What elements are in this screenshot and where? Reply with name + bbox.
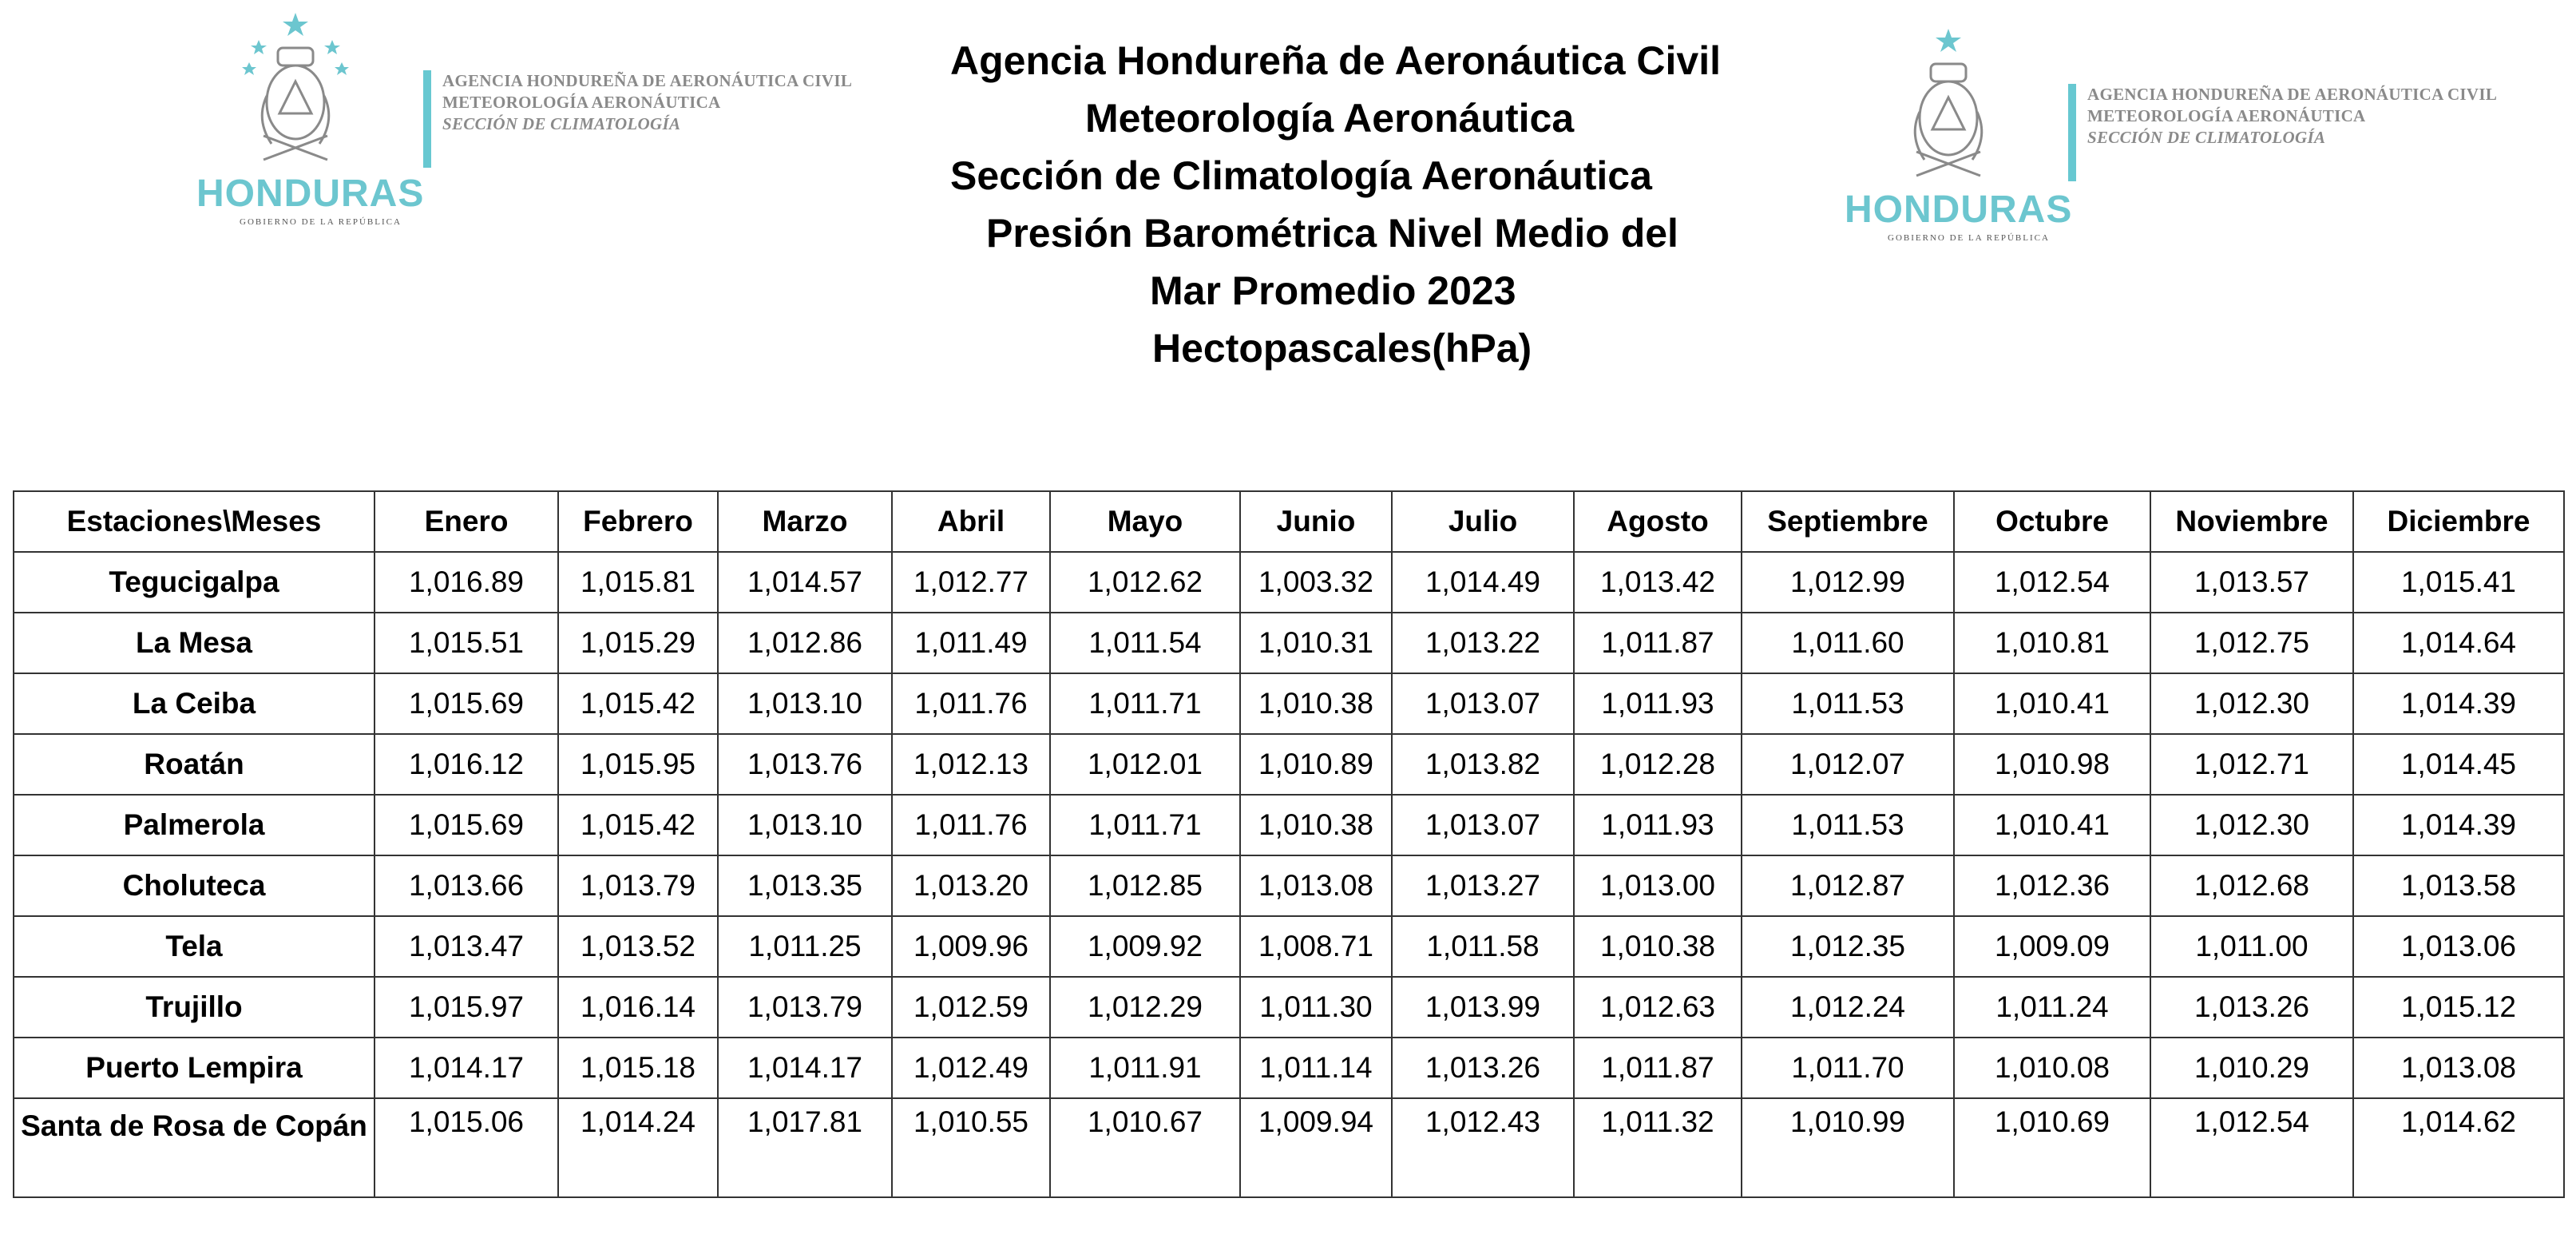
agency-text-block (2068, 84, 2497, 181)
document-title (870, 32, 1813, 377)
pressure-value: 1,011.54 (1050, 613, 1240, 673)
pressure-value: 1,013.82 (1392, 734, 1574, 795)
pressure-value: 1,014.17 (718, 1038, 892, 1098)
pressure-value: 1,016.89 (375, 552, 558, 613)
pressure-value: 1,008.71 (1240, 916, 1392, 977)
pressure-value: 1,012.07 (1742, 734, 1954, 795)
pressure-value: 1,011.71 (1050, 673, 1240, 734)
pressure-value: 1,014.39 (2353, 673, 2564, 734)
government-caption: GOBIERNO DE LA REPÚBLICA (240, 217, 402, 227)
title-line-5: Mar Promedio 2023 (1150, 268, 1516, 313)
pressure-value: 1,011.53 (1742, 795, 1954, 855)
station-name: Trujillo (14, 977, 375, 1038)
pressure-value: 1,013.79 (558, 855, 718, 916)
pressure-value: 1,011.60 (1742, 613, 1954, 673)
table-row (14, 855, 2564, 916)
pressure-value: 1,012.35 (1742, 916, 1954, 977)
pressure-value: 1,015.51 (375, 613, 558, 673)
pressure-value: 1,010.29 (2150, 1038, 2353, 1098)
pressure-value: 1,015.18 (558, 1038, 718, 1098)
pressure-value: 1,015.42 (558, 673, 718, 734)
pressure-value: 1,013.10 (718, 795, 892, 855)
agency-text-block (423, 70, 852, 168)
pressure-value: 1,009.96 (892, 916, 1050, 977)
pressure-value: 1,010.38 (1240, 673, 1392, 734)
pressure-value: 1,010.41 (1954, 795, 2150, 855)
table-row (14, 552, 2564, 613)
pressure-value: 1,011.49 (892, 613, 1050, 673)
table-row (14, 673, 2564, 734)
pressure-value: 1,012.86 (718, 613, 892, 673)
pressure-value: 1,013.35 (718, 855, 892, 916)
pressure-value: 1,012.43 (1392, 1098, 1574, 1197)
pressure-value: 1,012.30 (2150, 795, 2353, 855)
station-name: Palmerola (14, 795, 375, 855)
station-name: Tela (14, 916, 375, 977)
column-header: Abril (892, 491, 1050, 552)
table-row (14, 977, 2564, 1038)
pressure-value: 1,012.24 (1742, 977, 1954, 1038)
pressure-value: 1,011.87 (1574, 613, 1742, 673)
pressure-value: 1,013.07 (1392, 673, 1574, 734)
pressure-value: 1,011.71 (1050, 795, 1240, 855)
column-header: Septiembre (1742, 491, 1954, 552)
pressure-value: 1,014.45 (2353, 734, 2564, 795)
pressure-value: 1,011.76 (892, 673, 1050, 734)
coat-of-arms-icon (1837, 24, 2060, 192)
pressure-value: 1,013.08 (2353, 1038, 2564, 1098)
pressure-value: 1,011.32 (1574, 1098, 1742, 1197)
station-name: La Mesa (14, 613, 375, 673)
column-header: Octubre (1954, 491, 2150, 552)
station-name: Choluteca (14, 855, 375, 916)
table-header-row (14, 491, 2564, 552)
pressure-value: 1,015.29 (558, 613, 718, 673)
table-row (14, 795, 2564, 855)
pressure-value: 1,014.24 (558, 1098, 718, 1197)
pressure-value: 1,010.38 (1574, 916, 1742, 977)
pressure-value: 1,016.14 (558, 977, 718, 1038)
pressure-value: 1,013.20 (892, 855, 1050, 916)
pressure-value: 1,017.81 (718, 1098, 892, 1197)
pressure-value: 1,013.26 (1392, 1038, 1574, 1098)
pressure-value: 1,010.41 (1954, 673, 2150, 734)
pressure-value: 1,014.49 (1392, 552, 1574, 613)
pressure-value: 1,013.22 (1392, 613, 1574, 673)
pressure-value: 1,013.06 (2353, 916, 2564, 977)
pressure-value: 1,015.41 (2353, 552, 2564, 613)
column-header: Estaciones\Meses (14, 491, 375, 552)
pressure-value: 1,012.30 (2150, 673, 2353, 734)
agency-line-2: METEOROLOGÍA AERONÁUTICA (2087, 106, 2366, 125)
pressure-value: 1,012.75 (2150, 613, 2353, 673)
pressure-value: 1,012.59 (892, 977, 1050, 1038)
station-name: Puerto Lempira (14, 1038, 375, 1098)
agency-line-2: METEOROLOGÍA AERONÁUTICA (442, 93, 721, 112)
column-header: Julio (1392, 491, 1574, 552)
pressure-value: 1,015.12 (2353, 977, 2564, 1038)
pressure-value: 1,013.10 (718, 673, 892, 734)
agency-line-3: SECCIÓN DE CLIMATOLOGÍA (2087, 128, 2326, 147)
pressure-value: 1,011.93 (1574, 673, 1742, 734)
column-header: Febrero (558, 491, 718, 552)
pressure-value: 1,015.95 (558, 734, 718, 795)
station-name: Roatán (14, 734, 375, 795)
pressure-value: 1,013.58 (2353, 855, 2564, 916)
pressure-value: 1,012.85 (1050, 855, 1240, 916)
table-row (14, 734, 2564, 795)
pressure-value: 1,011.70 (1742, 1038, 1954, 1098)
station-name: Tegucigalpa (14, 552, 375, 613)
pressure-value: 1,014.62 (2353, 1098, 2564, 1197)
pressure-value: 1,012.49 (892, 1038, 1050, 1098)
title-line-4: Presión Barométrica Nivel Medio del (986, 211, 1678, 256)
station-name: Santa de Rosa de Copán (14, 1098, 375, 1197)
pressure-value: 1,010.08 (1954, 1038, 2150, 1098)
pressure-value: 1,013.66 (375, 855, 558, 916)
pressure-value: 1,015.06 (375, 1098, 558, 1197)
pressure-value: 1,012.01 (1050, 734, 1240, 795)
table-row (14, 916, 2564, 977)
title-line-2: Meteorología Aeronáutica (1085, 96, 1575, 141)
pressure-value: 1,011.87 (1574, 1038, 1742, 1098)
pressure-value: 1,013.00 (1574, 855, 1742, 916)
pressure-value: 1,012.68 (2150, 855, 2353, 916)
column-header: Mayo (1050, 491, 1240, 552)
pressure-value: 1,009.92 (1050, 916, 1240, 977)
pressure-value: 1,012.29 (1050, 977, 1240, 1038)
pressure-value: 1,015.97 (375, 977, 558, 1038)
pressure-value: 1,011.91 (1050, 1038, 1240, 1098)
pressure-value: 1,015.69 (375, 673, 558, 734)
pressure-value: 1,011.30 (1240, 977, 1392, 1038)
pressure-value: 1,011.00 (2150, 916, 2353, 977)
pressure-value: 1,009.09 (1954, 916, 2150, 977)
pressure-value: 1,010.99 (1742, 1098, 1954, 1197)
pressure-value: 1,013.79 (718, 977, 892, 1038)
pressure-value: 1,010.38 (1240, 795, 1392, 855)
column-header: Diciembre (2353, 491, 2564, 552)
pressure-value: 1,009.94 (1240, 1098, 1392, 1197)
pressure-table (13, 490, 2565, 1198)
pressure-value: 1,013.27 (1392, 855, 1574, 916)
pressure-value: 1,013.99 (1392, 977, 1574, 1038)
column-header: Noviembre (2150, 491, 2353, 552)
coat-of-arms-icon (184, 8, 407, 176)
pressure-value: 1,012.28 (1574, 734, 1742, 795)
pressure-value: 1,010.81 (1954, 613, 2150, 673)
pressure-value: 1,011.25 (718, 916, 892, 977)
pressure-value: 1,013.07 (1392, 795, 1574, 855)
pressure-value: 1,012.77 (892, 552, 1050, 613)
pressure-value: 1,015.81 (558, 552, 718, 613)
pressure-value: 1,010.67 (1050, 1098, 1240, 1197)
pressure-value: 1,012.36 (1954, 855, 2150, 916)
pressure-value: 1,013.26 (2150, 977, 2353, 1038)
title-line-1: Agencia Hondureña de Aeronáutica Civil (950, 38, 1722, 83)
pressure-value: 1,011.53 (1742, 673, 1954, 734)
table-row (14, 1098, 2564, 1197)
logo-left (184, 8, 853, 227)
pressure-value: 1,015.69 (375, 795, 558, 855)
table-row (14, 1038, 2564, 1098)
agency-line-1: AGENCIA HONDUREÑA DE AERONÁUTICA CIVIL (2087, 85, 2498, 104)
title-line-3: Sección de Climatología Aeronáutica (950, 153, 1652, 198)
pressure-value: 1,011.93 (1574, 795, 1742, 855)
logo-right (1837, 24, 2498, 243)
pressure-value: 1,010.55 (892, 1098, 1050, 1197)
title-line-6: Hectopascales(hPa) (1152, 326, 1532, 371)
pressure-value: 1,010.98 (1954, 734, 2150, 795)
pressure-value: 1,003.32 (1240, 552, 1392, 613)
government-caption: GOBIERNO DE LA REPÚBLICA (1888, 233, 2050, 243)
pressure-value: 1,011.58 (1392, 916, 1574, 977)
honduras-wordmark: HONDURAS (1845, 188, 2073, 231)
pressure-value: 1,013.47 (375, 916, 558, 977)
pressure-value: 1,013.08 (1240, 855, 1392, 916)
pressure-value: 1,010.31 (1240, 613, 1392, 673)
pressure-value: 1,012.54 (2150, 1098, 2353, 1197)
pressure-value: 1,014.39 (2353, 795, 2564, 855)
pressure-value: 1,011.14 (1240, 1038, 1392, 1098)
pressure-value: 1,012.99 (1742, 552, 1954, 613)
agency-line-3: SECCIÓN DE CLIMATOLOGÍA (442, 114, 681, 133)
pressure-value: 1,016.12 (375, 734, 558, 795)
pressure-value: 1,013.52 (558, 916, 718, 977)
pressure-value: 1,010.89 (1240, 734, 1392, 795)
pressure-value: 1,014.64 (2353, 613, 2564, 673)
pressure-value: 1,012.71 (2150, 734, 2353, 795)
honduras-wordmark: HONDURAS (196, 173, 425, 215)
pressure-value: 1,010.69 (1954, 1098, 2150, 1197)
pressure-value: 1,011.24 (1954, 977, 2150, 1038)
pressure-value: 1,012.13 (892, 734, 1050, 795)
pressure-value: 1,011.76 (892, 795, 1050, 855)
pressure-value: 1,013.57 (2150, 552, 2353, 613)
pressure-value: 1,012.87 (1742, 855, 1954, 916)
column-header: Junio (1240, 491, 1392, 552)
pressure-value: 1,012.63 (1574, 977, 1742, 1038)
column-header: Enero (375, 491, 558, 552)
pressure-value: 1,012.54 (1954, 552, 2150, 613)
pressure-value: 1,013.42 (1574, 552, 1742, 613)
pressure-value: 1,014.17 (375, 1038, 558, 1098)
table-row (14, 613, 2564, 673)
agency-line-1: AGENCIA HONDUREÑA DE AERONÁUTICA CIVIL (442, 71, 853, 90)
station-name: La Ceiba (14, 673, 375, 734)
column-header: Agosto (1574, 491, 1742, 552)
pressure-value: 1,015.42 (558, 795, 718, 855)
pressure-value: 1,014.57 (718, 552, 892, 613)
pressure-value: 1,012.62 (1050, 552, 1240, 613)
column-header: Marzo (718, 491, 892, 552)
pressure-value: 1,013.76 (718, 734, 892, 795)
